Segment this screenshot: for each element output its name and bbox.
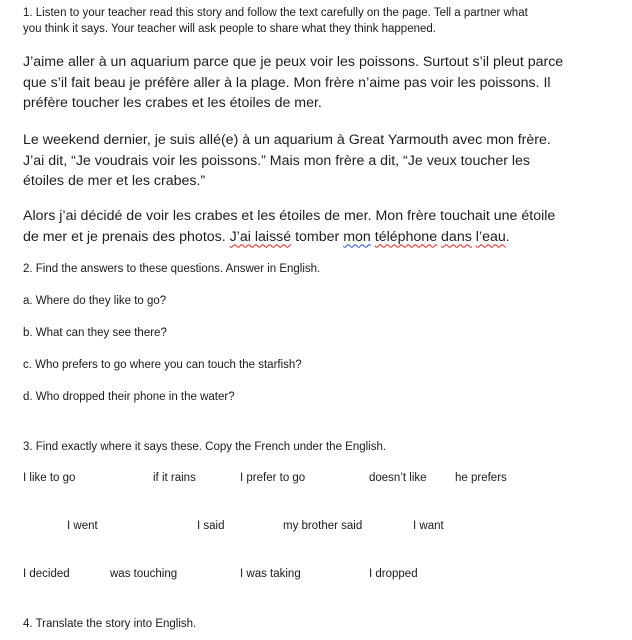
- grammar-check-word: mon: [343, 228, 371, 245]
- spellcheck-word: dans: [441, 228, 472, 245]
- spellcheck-word: téléphone: [374, 228, 438, 245]
- instruction-line-1: 1. Listen to your teacher read this story and follow the text carefully on the page. Tell a partner what: [23, 7, 528, 19]
- story-text: .: [505, 228, 510, 245]
- story-text: de mer et je prenais des photos.: [23, 228, 230, 245]
- story-paragraph-2: [23, 130, 551, 192]
- question-c: c. Who prefers to go where you can touch the starfish?: [23, 359, 302, 371]
- section-4-title: 4. Translate the story into English.: [23, 618, 197, 630]
- story-line: étoiles de mer et les crabes.”: [23, 173, 206, 189]
- spellcheck-word: l’eau: [475, 228, 506, 245]
- story-paragraph-1: [23, 52, 563, 114]
- question-a: a. Where do they like to go?: [23, 295, 167, 307]
- spellcheck-word: J’ai laissé: [229, 228, 292, 245]
- story-line: que s’il fait beau je préfère aller à la plage. Mon frère n’aime pas voir les poissons. Il: [23, 74, 551, 91]
- story-line: J’ai dit, “Je voudrais voir les poissons.” Mais mon frère a dit, “Je veux toucher les: [23, 152, 531, 169]
- story-line: Alors j’ai décidé de voir les crabes et les étoiles de mer. Mon frère touchait une étoile: [23, 208, 556, 224]
- story-line: [23, 227, 555, 248]
- phrase-i-said: I said: [197, 520, 225, 532]
- story-line: J’aime aller à un aquarium parce que je peux voir les poissons. Surtout s’il pleut parce: [23, 54, 564, 70]
- story-text: tomber: [291, 228, 344, 245]
- phrase-i-dropped: I dropped: [369, 568, 418, 580]
- story-line: préfère toucher les crabes et les étoiles de mer.: [23, 95, 322, 111]
- phrase-i-was-taking: I was taking: [240, 568, 301, 580]
- phrase-my-brother-said: my brother said: [283, 520, 363, 532]
- phrase-he-prefers: he prefers: [455, 472, 507, 484]
- question-d: d. Who dropped their phone in the water?: [23, 391, 235, 403]
- section-2-title: 2. Find the answers to these questions. Answer in English.: [23, 263, 321, 275]
- phrase-i-prefer-to-go: I prefer to go: [240, 472, 306, 484]
- phrase-i-like-to-go: I like to go: [23, 472, 76, 484]
- instruction-line-2: you think it says. Your teacher will ask people to share what they think happened.: [23, 23, 436, 35]
- phrase-was-touching: was touching: [110, 568, 178, 580]
- story-line: Le weekend dernier, je suis allé(e) à un aquarium à Great Yarmouth avec mon frère.: [23, 132, 551, 148]
- phrase-i-decided: I decided: [23, 568, 70, 580]
- question-b: b. What can they see there?: [23, 327, 167, 339]
- phrase-i-went: I went: [67, 520, 98, 532]
- story-paragraph-3: [23, 206, 555, 247]
- phrase-if-it-rains: if it rains: [153, 472, 196, 484]
- phrase-i-want: I want: [413, 520, 444, 532]
- section-3-title: 3. Find exactly where it says these. Copy the French under the English.: [23, 441, 387, 453]
- phrase-doesnt-like: doesn’t like: [369, 472, 427, 484]
